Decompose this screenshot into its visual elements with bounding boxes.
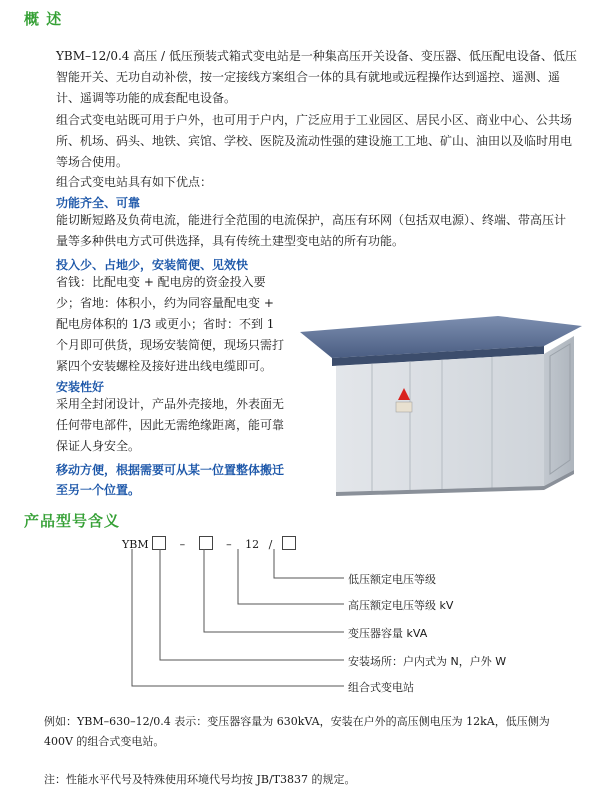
model-code: YBM – – 12 / [122, 536, 296, 551]
legend-low-voltage: 低压额定电压等级 [348, 573, 436, 586]
section-title-model-meaning: 产品型号含义 [24, 512, 121, 530]
legend-installation: 安装场所：户内式为 N，户外 W [348, 655, 507, 668]
legend-capacity: 变压器容量 kVA [348, 627, 428, 640]
legend-combined-substation: 组合式变电站 [348, 681, 414, 694]
feature-text-reliable: 能切断短路及负荷电流，能进行全范围的电流保护，高压有环网（包括双电源）、终端、带高压计量等多种供电方式可供选择，具有传统土建型变电站的所有功能。 [56, 213, 567, 248]
feature-text-safety: 采用全封闭设计，产品外壳接地，外表面无任何带电部件，因此无需绝缘距离，能可靠保证人身安全。 [56, 397, 285, 453]
feature-heading-safety: 安装性好 [56, 380, 105, 394]
section-title-overview: 概 述 [24, 10, 63, 28]
advantages-intro: 组合式变电站具有如下优点： [56, 175, 213, 189]
example-note: 例如：YBM–630–12/0.4 表示：变压器容量为 630kVA，安装在户外的高压侧电压为 12kA，低压侧为 400V 的组合式变电站。 [44, 715, 550, 748]
scope-paragraph: 组合式变电站既可用于户外，也可用于户内，广泛应用于工业园区、居民小区、商业中心、公共场所、机场、码头、地铁、宾馆、学校、医院及流动性强的建设施工工地、矿山、油田以及临时用电等场合使用。 [56, 113, 573, 169]
intro-paragraph: YBM–12/0.4 高压 / 低压预装式箱式变电站是一种集高压开关设备、变压器、低压配电设备、低压智能开关、无功自动补偿，按一定接线方案组合一体的具有就地或远程操作达到遥控、遥测、遥计、遥调等功能的成套配电设备。 [56, 49, 577, 105]
footnote: 注：性能水平代号及特殊使用环境代号均按 JB/T3837 的规定。 [44, 773, 356, 786]
feature-heading-reliable: 功能齐全、可靠 [56, 196, 141, 210]
feature-heading-economical: 投入少、占地少，安装简便、见效快 [56, 258, 249, 272]
feature-heading-mobility: 移动方便，根据需要可从某一位置整体搬迁至另一个位置。 [56, 463, 285, 497]
legend-high-voltage: 高压额定电压等级 kV [348, 599, 454, 612]
feature-text-economical: 省钱：比配电变 + 配电房的资金投入要少；省地：体积小，约为同容量配电变 + 配电房体积的 1/3 或更小；省时：不到 1 个月即可供货，现场安装简便，现场只需打紧四个安装螺栓及接好进出线电缆即可。 [56, 275, 285, 373]
